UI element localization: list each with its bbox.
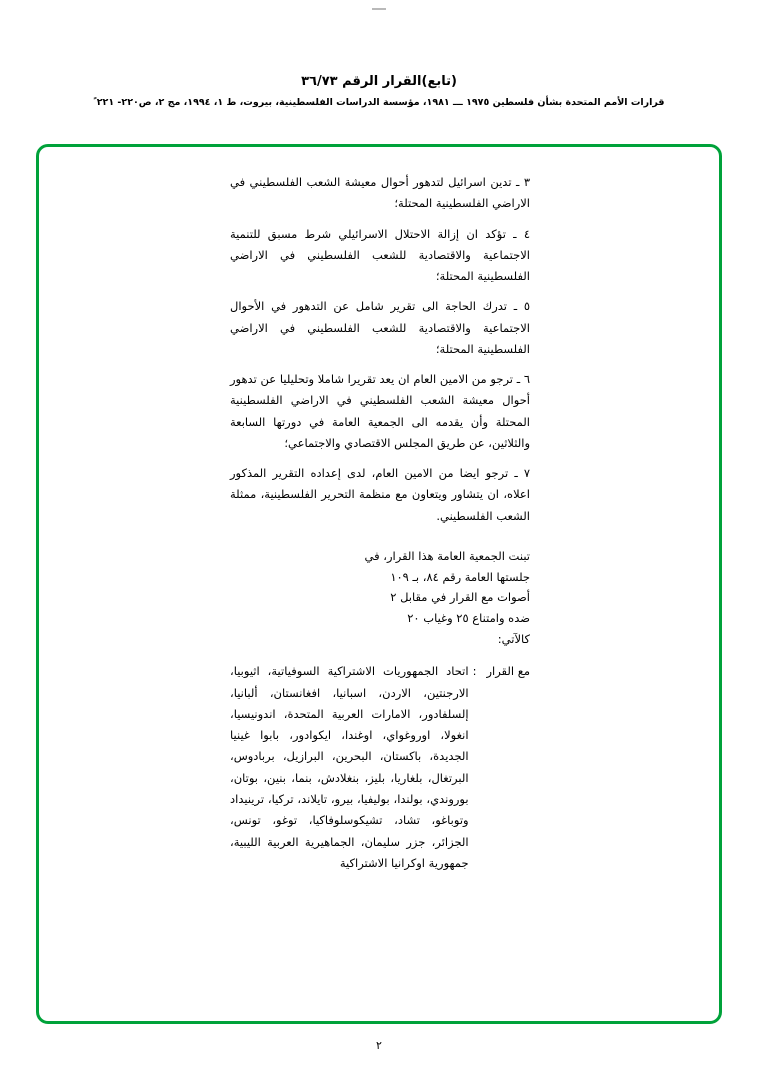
page-top-tick-mark (372, 8, 386, 10)
adoption-note (230, 546, 530, 649)
text-column (230, 172, 530, 649)
section-spacer (230, 536, 530, 546)
document-source-citation: قرارات الأمم المتحدة بشأن فلسطين ١٩٧٥ ـــ ١٩٨١، مؤسسة الدراسات الفلسطينية، بيروت، ط ١، ١٩٩٤، مج ٢، ص٢٢٠- ٢٢١ ً (93, 97, 665, 108)
clause-paragraph-6: ٦ ـ ترجو من الامين العام ان يعد تقريرا شاملا وتحليليا عن تدهور أحوال معيشة الشعب الفلسطيني في الاراضي الفلسطينية المحتلة وأن يقدمه الى الجمعية العامة في دورتها السابعة والثلاثين، عن طريق المجلس الاقتصادي والاجتماعي؛ (230, 372, 530, 450)
document-title: (تابع)القرار الرقم ٣٦/٧٣ (301, 74, 457, 89)
adoption-line-5: كالآتي: (497, 631, 530, 646)
adoption-line-3: أصوات مع القرار في مقابل ٢ (390, 590, 530, 605)
votes-in-favour-block (230, 661, 530, 874)
votes-in-favour-countries: اتحاد الجمهوريات الاشتراكية السوفياتية، اثيوبيا، الارجنتين، الاردن، اسبانيا، افغانستان، ألبانيا، إلسلفادور، الامارات العربية المتحدة، اندونيسيا، انغولا، اوروغواي، اوغندا، ايكوادور، بابوا غينيا الجديدة، باكستان، البحرين، البرازيل، بربادوس، البرتغال، بلغاريا، بليز، بنغلادش، بنما، بنين، بوتان، بوروندي، بولندا، بوليفيا، بيرو، تايلاند، تركيا، ترينيداد وتوباغو، تشاد، تشيكوسلوفاكيا، توغو، تونس، الجزائر، جزر سليمان، الجماهيرية العربية الليبية، جمهورية اوكرانيا الاشتراكية (230, 664, 469, 870)
document-body (0, 172, 758, 874)
document-header (0, 74, 758, 108)
clause-paragraph-4: ٤ ـ تؤكد ان إزالة الاحتلال الاسرائيلي شرط مسبق للتنمية الاجتماعية والاقتصادية للشعب الفلسطيني في الاراضي الفلسطينية المحتلة؛ (230, 226, 530, 284)
clause-paragraph-5: ٥ ـ تدرك الحاجة الى تقرير شامل عن التدهور في الأحوال الاجتماعية والاقتصادية للشعب الفلسطيني في الاراضي الفلسطينية المحتلة؛ (230, 299, 530, 356)
votes-in-favour-label: مع القرار (486, 664, 530, 679)
page-number: ٢ (376, 1039, 382, 1052)
votes-colon: : (472, 664, 477, 679)
adoption-line-1: تبنت الجمعية العامة هذا القرار، في (364, 548, 530, 563)
clause-paragraph-3: ٣ ـ تدين اسرائيل لتدهور أحوال معيشة الشعب الفلسطيني في الاراضي الفلسطينية المحتلة؛ (230, 175, 530, 211)
clause-paragraph-7: ٧ ـ ترجو ايضا من الامين العام، لدى إعداده التقرير المذكور اعلاه، ان يتشاور ويتعاون مع منظمة التحرير الفلسطينية، ممثلة الشعب الفلسطيني. (230, 466, 530, 523)
adoption-line-2: جلستها العامة رقم ٨٤، بـ ١٠٩ (390, 569, 530, 584)
adoption-line-4: ضده وامتناع ٢٥ وغياب ٢٠ (407, 611, 530, 626)
